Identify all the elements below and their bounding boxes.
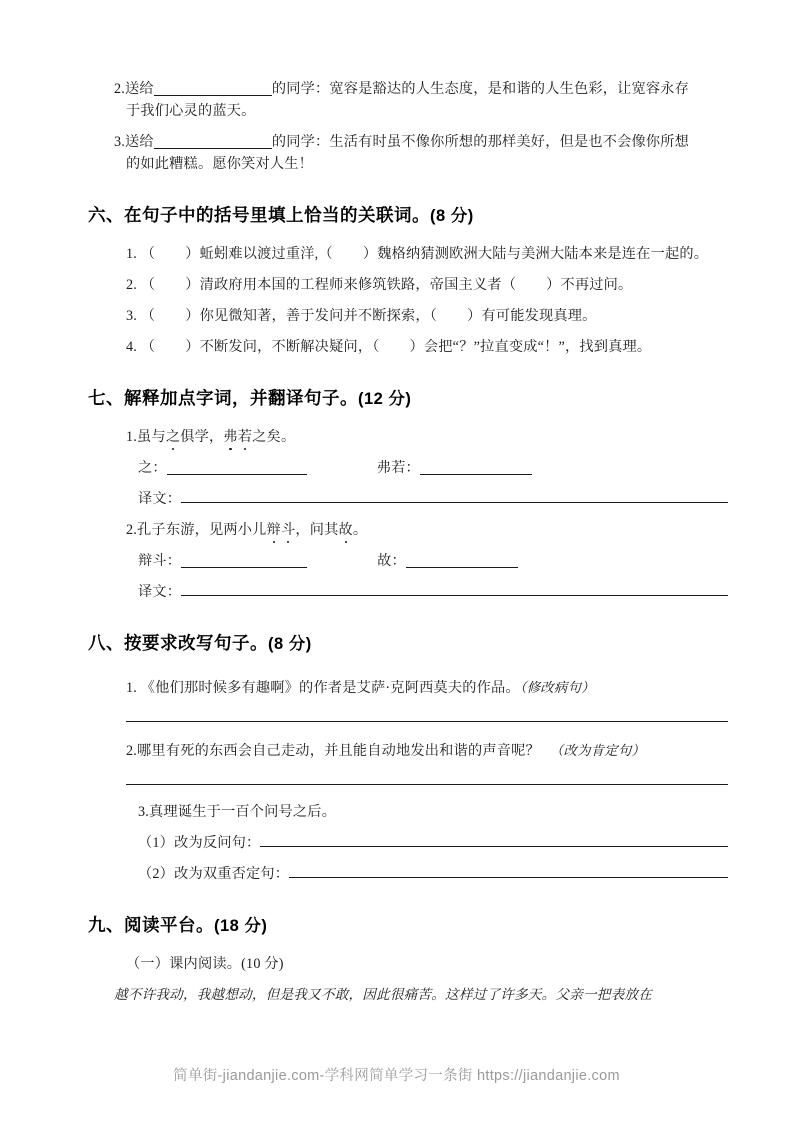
emphasis-char: 斗 — [281, 519, 295, 541]
item-text: 的同学：生活有时虽不像你所想的那样美好，但是也不会像你所想 — [271, 134, 690, 150]
section-title: 在句子中的括号里填上恰当的关联词。 — [124, 205, 430, 225]
section-six-item-3 — [88, 305, 728, 327]
item-number: 1. — [126, 428, 138, 445]
bracket-open: （ — [140, 276, 156, 293]
section-title: 按要求改写句子。 — [124, 632, 268, 653]
item-lead: 送给 — [125, 81, 154, 97]
section-heading-eight — [88, 633, 728, 655]
item-number: 4. — [126, 338, 138, 355]
section-seven-item-2-terms — [88, 550, 728, 572]
subitem-blank[interactable] — [260, 833, 728, 847]
sentence-part: ，问其 — [295, 521, 339, 538]
translate-label: 译文： — [138, 490, 182, 507]
item-text-mid: ）你见微知著，善于发问并不断探索，（ — [185, 307, 438, 324]
site-watermark: 简单街-jiandanjie.com-学科网简单学习一条街 https://jiandanjie.com — [173, 1068, 620, 1084]
reading-passage-line: 越不许我动，我越想动，但是我又不敢，因此很痛苦。这样过了许多天。父亲一把表放在 — [114, 986, 652, 1002]
section-six-item-1 — [88, 243, 728, 265]
item-number: 1. — [126, 679, 138, 696]
term-right-blank[interactable] — [406, 554, 518, 568]
section-points: (18 分) — [214, 916, 268, 935]
item-text-mid: ）蚯蚓难以渡过重洋,（ — [185, 245, 333, 262]
term-left-blank[interactable] — [181, 554, 307, 568]
subitem-label: （2）改为双重否定句： — [138, 865, 290, 882]
item-text: 《他们那时候多有趣啊》的作者是艾萨·克阿西莫夫的作品。 — [140, 679, 520, 696]
bracket-open: （ — [140, 307, 156, 324]
carryover-item-3-line1 — [88, 131, 728, 153]
translate-blank[interactable] — [181, 489, 728, 503]
section-eight-item-3-sub-2 — [88, 863, 728, 885]
term-right-blank[interactable] — [420, 461, 532, 475]
item-text: 哪里有死的东西会自己走动，并且能自动地发出和谐的声音呢？ — [137, 742, 540, 759]
section-title: 解释加点字词，并翻译句子。 — [124, 387, 358, 408]
item-text-mid: ）清政府用本国的工程师来修筑铁路，帝国主义者（ — [185, 276, 517, 293]
term-right-label: 故： — [377, 552, 406, 569]
term-left-label: 之： — [138, 459, 167, 476]
subitem-label: （1）改为反问句： — [138, 834, 261, 851]
subtitle-points: (10 分) — [241, 955, 284, 972]
emphasis-char: 弗 — [223, 426, 237, 448]
item-text-end: ）魏格纳猜测欧洲大陆与美洲大陆本来是连在一起的。 — [362, 245, 709, 262]
emphasis-char: 之 — [166, 426, 180, 448]
section-numeral: 六、 — [88, 205, 124, 225]
item-number: 3. — [138, 803, 150, 820]
term-left-blank[interactable] — [167, 461, 307, 475]
emphasis-char: 辩 — [267, 519, 281, 541]
bracket-open: （ — [140, 245, 156, 262]
item-text-end: ）会把“？”拉直变成“！”，找到真理。 — [409, 338, 652, 355]
emphasis-char: 若 — [238, 426, 252, 448]
term-left-label: 辩斗： — [138, 552, 182, 569]
section-nine-subtitle — [88, 953, 728, 975]
sentence-part: 俱学， — [180, 428, 224, 445]
fill-blank[interactable] — [154, 82, 272, 96]
translate-label: 译文： — [138, 583, 182, 600]
section-seven-item-1-translate — [88, 488, 728, 510]
section-seven-item-1-sentence — [88, 426, 728, 448]
section-numeral: 九、 — [88, 914, 124, 935]
item-note: （改为肯定句） — [549, 742, 646, 758]
page-content — [88, 78, 728, 1005]
carryover-item-2-line1 — [88, 78, 728, 100]
section-eight-item-3-sub-1 — [88, 832, 728, 854]
item-number: 1. — [126, 245, 138, 262]
carryover-item-3-line2: 的如此糟糕。愿你笑对人生！ — [126, 156, 314, 172]
section-numeral: 七、 — [88, 387, 124, 408]
section-numeral: 八、 — [88, 632, 124, 653]
item-number: 2. — [126, 742, 138, 759]
emphasis-char: 故 — [339, 519, 353, 541]
section-heading-six — [88, 205, 728, 227]
section-six-item-4 — [88, 336, 728, 358]
carryover-item-2 — [88, 78, 728, 122]
section-eight-item-3 — [88, 801, 728, 823]
section-heading-seven — [88, 388, 728, 410]
item-text-end: ）有可能发现真理。 — [467, 307, 597, 324]
section-title: 阅读平台。 — [124, 914, 214, 935]
item-text-mid: ）不断发问，不断解决疑问，（ — [185, 338, 380, 355]
term-right-label: 弗若： — [376, 459, 420, 476]
sentence-part: 孔子东游，见两小儿 — [137, 521, 267, 538]
section-points: (8 分) — [268, 634, 312, 653]
item-number: 2. — [126, 521, 138, 538]
item-number: 3. — [114, 134, 126, 150]
sentence-part: 虽与 — [137, 428, 166, 445]
section-seven-item-2-sentence — [88, 519, 728, 541]
item-number: 2. — [126, 276, 138, 293]
section-seven-item-1-terms — [88, 457, 728, 479]
subtitle-text: （一）课内阅读。 — [126, 955, 242, 972]
item-text: 的同学：宽容是豁达的人生态度，是和谐的人生色彩，让宽容永存 — [271, 81, 690, 97]
item-number: 3. — [126, 307, 138, 324]
section-points: (8 分) — [430, 207, 474, 225]
section-six-item-2 — [88, 274, 728, 296]
carryover-item-2-line2: 于我们心灵的蓝天。 — [126, 103, 256, 119]
section-heading-nine — [88, 915, 728, 937]
sentence-part: 之矣。 — [252, 428, 296, 445]
fill-blank[interactable] — [154, 135, 272, 149]
section-eight-item-2 — [88, 740, 728, 762]
item-note: （修改病句） — [519, 679, 595, 695]
section-points: (12 分) — [358, 389, 412, 408]
translate-blank[interactable] — [181, 582, 728, 596]
item-number: 2. — [114, 81, 126, 97]
subitem-blank[interactable] — [289, 864, 728, 878]
bracket-open: （ — [140, 338, 156, 355]
section-seven-item-2-translate — [88, 581, 728, 603]
item-text: 真理诞生于一百个问号之后。 — [149, 803, 337, 820]
carryover-item-3 — [88, 131, 728, 175]
sentence-part: 。 — [352, 521, 368, 538]
section-eight-item-1 — [88, 677, 728, 699]
item-text-end: ）不再过问。 — [546, 276, 633, 293]
item-lead: 送给 — [125, 134, 154, 150]
